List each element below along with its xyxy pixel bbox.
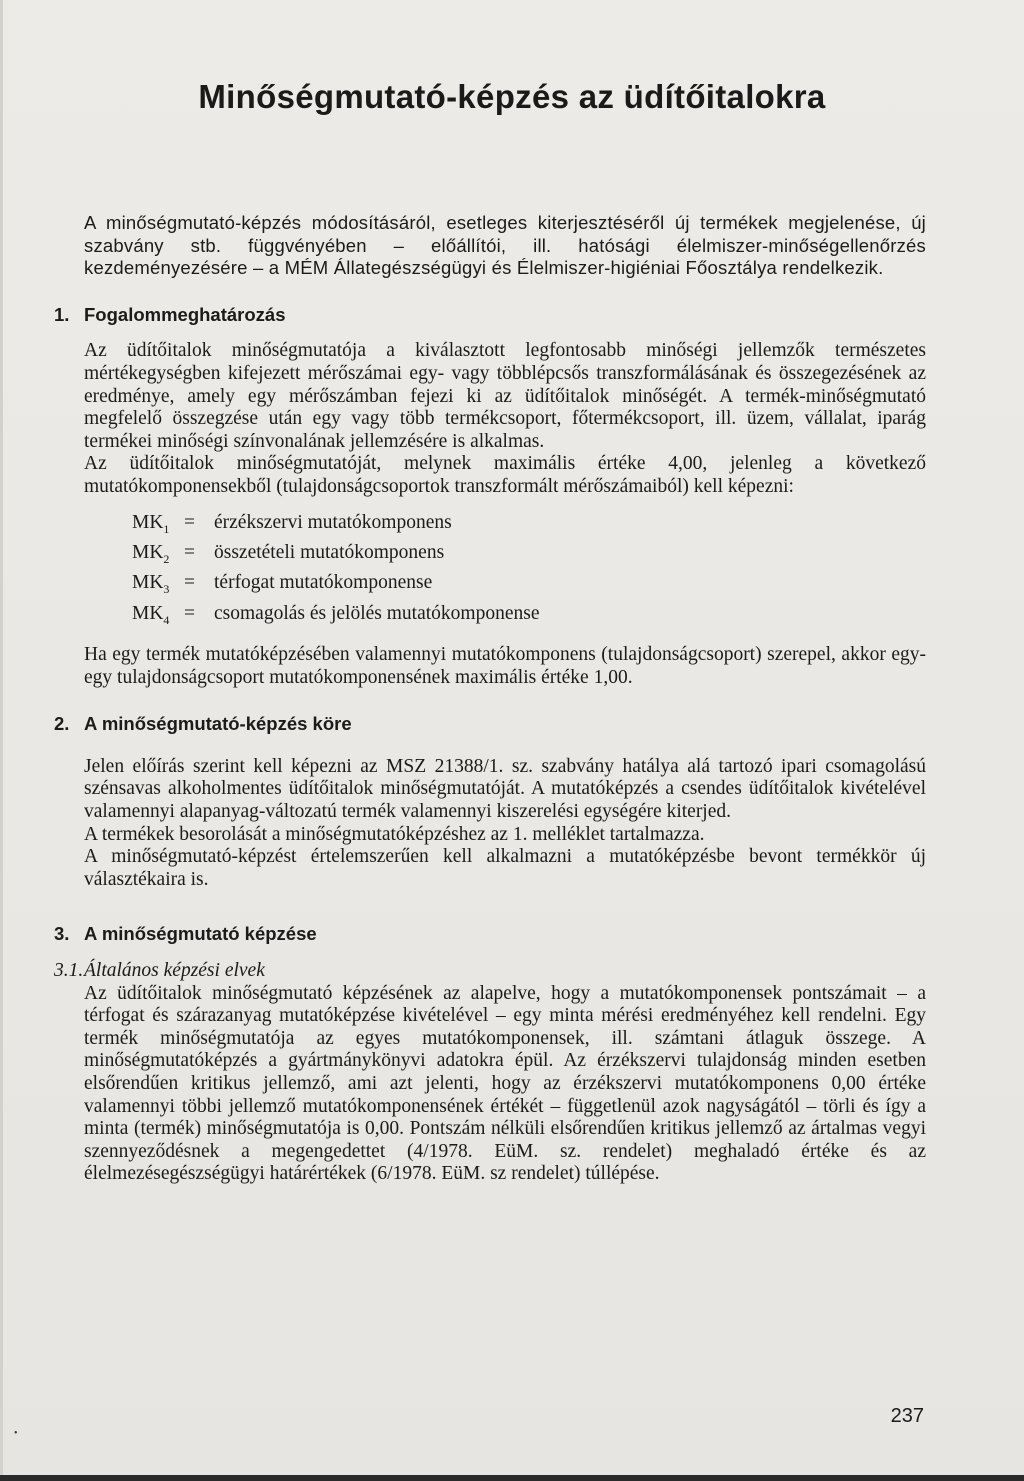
section-2-title: A minőségmutató-képzés köre [84,713,352,735]
document-body [54,212,926,1186]
definition-term: $MK_4$ [132,602,170,627]
subsection-3-1-heading [54,960,926,983]
definition-description: csomagolás és jelölés mutatókomponense [214,602,540,624]
definition-equals: = [184,602,195,624]
section-2-heading [54,713,926,736]
section-3-title: A minőségmutató képzése [84,923,317,945]
section-1-para-2: Az üdítőitalok minőségmutatóját, melynek maximális értéke 4,00, jelenleg a következő mutatókomponensekből (tulajdonságcsoportok transzformált mérőszámaiból) kell képezni: [84,453,926,497]
definition-equals: = [184,541,195,563]
section-3-heading [54,923,926,946]
section-2-para-2: A termékek besorolását a minőségmutatóképzéshez az 1. melléklet tartalmazza. [84,823,705,845]
section-2-para-3: A minőségmutató-képzést értelemszerűen kell alkalmazni a mutatóképzésbe bevont termékkör új választékaira is. [84,846,926,890]
definition-term: $MK_2$ [132,541,170,566]
definition-row [132,602,926,632]
section-1-para-1: Az üdítőitalok minőségmutatója a kiválasztott legfontosabb minőségi jellemzők természetes mértékegységben kifejezett mérőszámai egy- vagy többlépcsős transzformálásának és összegezésének az eredménye, amely egy mérőszámban fejezi ki az üdítőitalok minőségét. A termék-minőségmutató megfelelő összegzése után egy vagy több termékcsoport, főtermékcsoport, ill. üzem, vállalat, iparág termékei minőségi színvonalának jellemzésére is alkalmas. [84,340,926,452]
subsection-3-1-number: 3.1. [54,960,84,982]
section-3-number: 3. [54,923,70,945]
section-1-para-3: Ha egy termék mutatóképzésében valamennyi mutatókomponens (tulajdonságcsoport) szerepel, akkor egy-egy tulajdonságcsoport mutatókomponensének maximális értéke 1,00. [84,644,926,688]
definition-equals: = [184,511,195,533]
page-left-edge [0,0,3,1481]
definition-row [132,571,926,601]
definition-row [132,541,926,571]
definition-term: $MK_1$ [132,511,170,536]
page-bottom-edge [0,1475,1024,1481]
definition-description: térfogat mutatókomponense [214,572,433,594]
page-number: 237 [890,1405,924,1427]
section-3-para-1: Az üdítőitalok minőségmutató képzésének az alapelve, hogy a mutatókomponensek pontszámait – a térfogat és szárazanyag mutatóképzése kivételével – egy minta mérési eredményéhez kell rendelni. Egy termék minőségmutatója az egyes mutatókomponensek, ill. számtani átlaguk összege. A minőségmutatóképzés a gyártmánykönyvi adatokra épül. Az érzékszervi tulajdonság minden esetben elsőrendűen kritikus jellemző, ami azt jelenti, hogy az érzékszervi mutatókomponens 0,00 értéke valamennyi többi jellemző mutatókomponensének értékét – függetlenül azok nagyságától – törli és így a minta (termék) minőségmutatója is 0,00. Pontszám nélküli elsőrendűen kritikus jellemző az ártalmas vegyi szennyeződésnek a megengedettet (4/1978. EüM. sz. rendelet) meghaladó értéke és az élelmezésegészségügyi határértékek (6/1978. EüM. sz rendelet) túllépése. [84,982,926,1185]
definition-description: összetételi mutatókomponens [214,541,445,563]
subsection-3-1-title: Általános képzési elvek [84,960,265,982]
page-title: Minőségmutató-képzés az üdítőitalokra [198,78,826,115]
definition-equals: = [184,572,195,594]
section-2-para-1: Jelen előírás szerint kell képezni az MSZ 21388/1. sz. szabvány hatálya alá tartozó ipari csomagolású szénsavas alkoholmentes üdítőitalok minőségmutatóját. A mutatóképzés a csendes üdítőitalok kivételével valamennyi alapanyag-változatú termék valamennyi kiszerelési egységére kiterjed. [84,755,926,823]
margin-bullet-icon: • [14,1428,18,1439]
intro-paragraph: A minőségmutató-képzés módosításáról, esetleges kiterjesztéséről új termékek megjelenése, új szabvány stb. függvényében – előállítói, ill. hatósági élelmiszer-minőségellenőrzés kezdeményezésére – a MÉM Állategészségügyi és Élelmiszer-higiéniai Főosztálya rendelkezik. [84,212,926,279]
section-1-title: Fogalommeghatározás [84,303,286,325]
definition-description: érzékszervi mutatókomponens [214,511,452,533]
section-1-heading [54,303,926,327]
definition-row [132,511,926,541]
component-definition-list [84,511,926,633]
section-1-number: 1. [54,303,70,325]
definition-term: $MK_3$ [132,572,170,597]
section-2-number: 2. [54,713,70,735]
